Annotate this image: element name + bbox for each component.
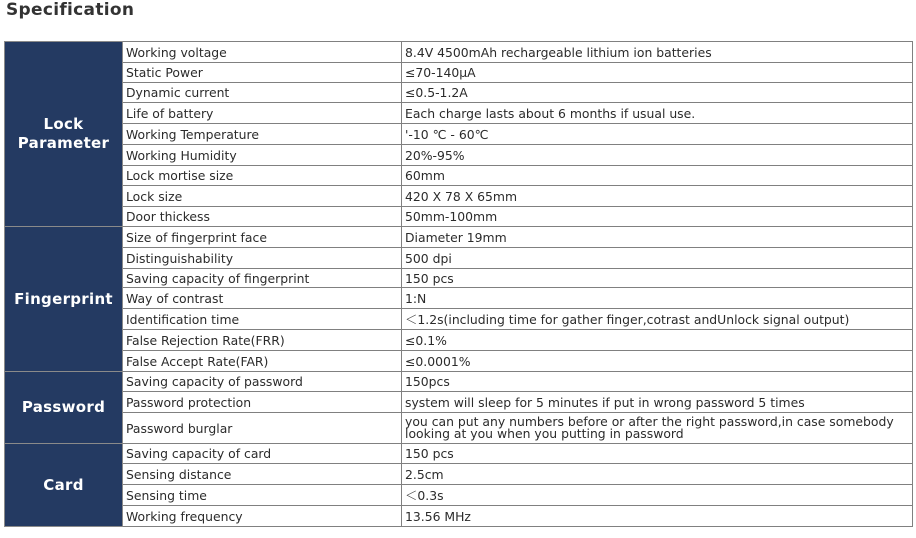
table-row	[5, 42, 913, 63]
table-row	[5, 330, 913, 351]
spec-value: 60mm	[402, 166, 913, 186]
table-row	[5, 288, 913, 309]
category-cell	[5, 227, 123, 372]
spec-label: Identification time	[123, 309, 402, 330]
spec-label: Password protection	[123, 392, 402, 413]
table-row	[5, 485, 913, 506]
category-label: Fingerprint	[14, 289, 113, 308]
table-row	[5, 269, 913, 288]
table-row	[5, 186, 913, 207]
table-row	[5, 351, 913, 372]
spec-value: 13.56 MHz	[402, 506, 913, 527]
table-row	[5, 309, 913, 330]
table-row	[5, 372, 913, 392]
spec-value: ≤70-140μA	[402, 63, 913, 83]
spec-value: ≤0.1%	[402, 330, 913, 351]
spec-label: Way of contrast	[123, 288, 402, 309]
table-row	[5, 413, 913, 444]
spec-value: 20%-95%	[402, 145, 913, 166]
category-cell	[5, 444, 123, 527]
spec-label: False Rejection Rate(FRR)	[123, 330, 402, 351]
spec-value: ≤0.0001%	[402, 351, 913, 372]
spec-label: Life of battery	[123, 103, 402, 124]
category-label: Password	[21, 398, 106, 416]
spec-value: 420 X 78 X 65mm	[402, 186, 913, 207]
table-row	[5, 464, 913, 485]
table-row	[5, 392, 913, 413]
spec-label: Dynamic current	[123, 83, 402, 103]
category-label: Card	[43, 475, 84, 494]
table-row	[5, 444, 913, 464]
table-row	[5, 83, 913, 103]
spec-value: 150pcs	[402, 372, 913, 392]
spec-label: Password burglar	[123, 413, 402, 444]
specification-table	[4, 41, 913, 527]
spec-label: Saving capacity of fingerprint	[123, 269, 402, 288]
spec-label: Working Temperature	[123, 124, 402, 145]
spec-label: Working frequency	[123, 506, 402, 527]
spec-value: 150 pcs	[402, 444, 913, 464]
spec-value: 50mm-100mm	[402, 207, 913, 227]
spec-label: Size of fingerprint face	[123, 227, 402, 248]
spec-label: Working Humidity	[123, 145, 402, 166]
spec-value: Diameter 19mm	[402, 227, 913, 248]
spec-label: Lock mortise size	[123, 166, 402, 186]
table-row	[5, 207, 913, 227]
table-row	[5, 506, 913, 527]
table-row	[5, 103, 913, 124]
table-row	[5, 227, 913, 248]
spec-label: Saving capacity of card	[123, 444, 402, 464]
spec-value: you can put any numbers before or after the right password,in case somebody looking at you when you putting in password	[402, 413, 913, 444]
category-label: Parameter	[17, 134, 110, 152]
spec-value: ＜0.3s	[402, 485, 913, 506]
spec-value: 150 pcs	[402, 269, 913, 288]
spec-label: Static Power	[123, 63, 402, 83]
spec-label: Sensing distance	[123, 464, 402, 485]
category-label: Lock	[43, 115, 84, 133]
spec-value: ≤0.5-1.2A	[402, 83, 913, 103]
spec-label: Lock size	[123, 186, 402, 207]
spec-label: False Accept Rate(FAR)	[123, 351, 402, 372]
table-row	[5, 248, 913, 269]
category-cell	[5, 372, 123, 444]
table-row	[5, 124, 913, 145]
spec-value: system will sleep for 5 minutes if put in wrong password 5 times	[402, 392, 913, 413]
table-row	[5, 63, 913, 83]
spec-value: 8.4V 4500mAh rechargeable lithium ion batteries	[402, 42, 913, 63]
spec-label: Distinguishability	[123, 248, 402, 269]
spec-label: Door thickess	[123, 207, 402, 227]
spec-value: '-10 ℃ - 60℃	[402, 124, 913, 145]
page-title: Specification	[6, 0, 135, 20]
table-row	[5, 145, 913, 166]
spec-value: ＜1.2s(including time for gather finger,cotrast andUnlock signal output)	[402, 309, 913, 330]
spec-label: Working voltage	[123, 42, 402, 63]
spec-value: 2.5cm	[402, 464, 913, 485]
spec-label: Saving capacity of password	[123, 372, 402, 392]
spec-value: 500 dpi	[402, 248, 913, 269]
spec-label: Sensing time	[123, 485, 402, 506]
spec-value: Each charge lasts about 6 months if usual use.	[402, 103, 913, 124]
table-row	[5, 166, 913, 186]
spec-value: 1:N	[402, 288, 913, 309]
category-cell	[5, 42, 123, 227]
